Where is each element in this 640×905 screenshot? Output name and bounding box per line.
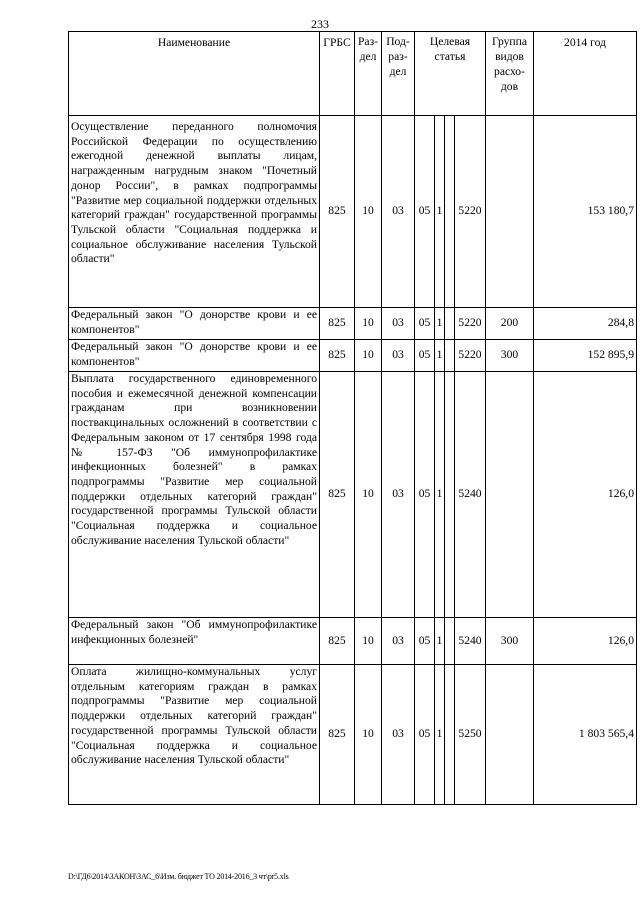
row-name: Федеральный закон "О донорстве крови и ее компонентов": [69, 308, 320, 340]
row-target-event: [445, 618, 455, 665]
row-target-subprogram: 1: [435, 618, 445, 665]
row-name: Выплата государственного единовременного пособия и ежемесячной денежной компенсации гражданам при возникновении поствакцинальных осложнений в соответствии с Федеральным законом от 17 сентября 1998 года № 157-ФЗ "Об иммунопрофилактике инфекционных болезней" в рамках подпрограммы "Развитие мер социальной поддержки отдельных категорий граждан" государственной программы Тульской области "Социальная поддержка и социальное обслуживание населения Тульской области": [69, 372, 320, 618]
header-group-line: Группа: [492, 35, 527, 48]
table-row: [69, 372, 637, 618]
row-razdel: 10: [355, 116, 382, 308]
row-target-event: [445, 340, 455, 372]
row-razdel: 10: [355, 340, 382, 372]
row-grbs: 825: [320, 372, 355, 618]
row-target-event: [445, 116, 455, 308]
header-podrazdel: [382, 32, 415, 116]
header-podrazdel-line: раз-: [388, 50, 408, 63]
table-row: [69, 116, 637, 308]
row-group: 200: [486, 308, 534, 340]
row-group: [486, 665, 534, 805]
header-razdel-line: дел: [359, 50, 377, 63]
file-path-footer: D:\ГД6\2014\ЗАКОН\ЗАС_6\Изм. бюджет ТО 2014-2016_3 чт\pr5.xls: [68, 872, 289, 881]
row-podrazdel: 03: [382, 372, 415, 618]
row-group: 300: [486, 618, 534, 665]
row-target-subprogram: 1: [435, 308, 445, 340]
header-razdel-line: Раз-: [357, 35, 379, 48]
header-target: [415, 32, 486, 116]
row-name: Осуществление переданного полномочия Российской Федерации по осуществлению ежегодной денежной выплаты лицам, награжденным нагрудным знаком "Почетный донор России", в рамках подпрограммы "Развитие мер социальной поддержки отдельных категорий граждан" государственной программы Тульской области "Социальная поддержка и социальное обслуживание населения Тульской области": [69, 116, 320, 308]
row-target-code: 5220: [455, 308, 486, 340]
header-target-line: статья: [434, 50, 466, 63]
row-target-subprogram: 1: [435, 116, 445, 308]
row-target-program: 05: [415, 116, 435, 308]
row-group: [486, 372, 534, 618]
header-podrazdel-line: дел: [389, 65, 407, 78]
row-razdel: 10: [355, 665, 382, 805]
row-target-code: 5240: [455, 372, 486, 618]
row-amount: 152 895,9: [534, 340, 637, 372]
row-group: [486, 116, 534, 308]
row-target-program: 05: [415, 618, 435, 665]
table-row: [69, 665, 637, 805]
row-target-code: 5220: [455, 340, 486, 372]
row-target-program: 05: [415, 308, 435, 340]
row-target-program: 05: [415, 372, 435, 618]
table-row: [69, 340, 637, 372]
header-group-line: видов: [495, 50, 524, 63]
row-amount: 284,8: [534, 308, 637, 340]
row-razdel: 10: [355, 618, 382, 665]
row-target-code: 5240: [455, 618, 486, 665]
row-name: Федеральный закон "Об иммунопрофилактике инфекционных болезней": [69, 618, 320, 665]
row-target-event: [445, 665, 455, 805]
row-amount: 126,0: [534, 618, 637, 665]
row-target-code: 5220: [455, 116, 486, 308]
row-name: Оплата жилищно-коммунальных услуг отдельным категориям граждан в рамках подпрограммы "Развитие мер социальной поддержки отдельных категорий граждан" государственной программы Тульской области "Социальная поддержка и социальное обслуживание населения Тульской области": [69, 665, 320, 805]
row-razdel: 10: [355, 372, 382, 618]
row-grbs: 825: [320, 665, 355, 805]
header-amount: 2014 год: [534, 32, 637, 116]
row-target-program: 05: [415, 340, 435, 372]
row-podrazdel: 03: [382, 665, 415, 805]
table-row: [69, 308, 637, 340]
row-group: 300: [486, 340, 534, 372]
row-amount: 1 803 565,4: [534, 665, 637, 805]
budget-table: [68, 31, 637, 805]
header-razdel: [355, 32, 382, 116]
header-group: [486, 32, 534, 116]
header-group-line: расхо-: [494, 65, 525, 78]
row-grbs: 825: [320, 340, 355, 372]
row-target-program: 05: [415, 665, 435, 805]
row-amount: 126,0: [534, 372, 637, 618]
header-target-line: Целевая: [429, 35, 471, 48]
row-podrazdel: 03: [382, 308, 415, 340]
row-target-event: [445, 308, 455, 340]
row-target-subprogram: 1: [435, 340, 445, 372]
table-row: [69, 618, 637, 665]
row-grbs: 825: [320, 618, 355, 665]
row-razdel: 10: [355, 308, 382, 340]
header-grbs: ГРБС: [320, 32, 355, 116]
row-podrazdel: 03: [382, 618, 415, 665]
table-header-row: [69, 32, 637, 116]
row-podrazdel: 03: [382, 340, 415, 372]
row-target-subprogram: 1: [435, 665, 445, 805]
row-grbs: 825: [320, 308, 355, 340]
row-amount: 153 180,7: [534, 116, 637, 308]
header-group-line: дов: [500, 80, 519, 93]
row-target-subprogram: 1: [435, 372, 445, 618]
header-podrazdel-line: Под-: [386, 35, 410, 48]
row-target-event: [445, 372, 455, 618]
page-number: 233: [311, 17, 329, 31]
header-name: Наименование: [69, 32, 320, 116]
row-name: Федеральный закон "О донорстве крови и ее компонентов": [69, 340, 320, 372]
row-podrazdel: 03: [382, 116, 415, 308]
row-target-code: 5250: [455, 665, 486, 805]
row-grbs: 825: [320, 116, 355, 308]
